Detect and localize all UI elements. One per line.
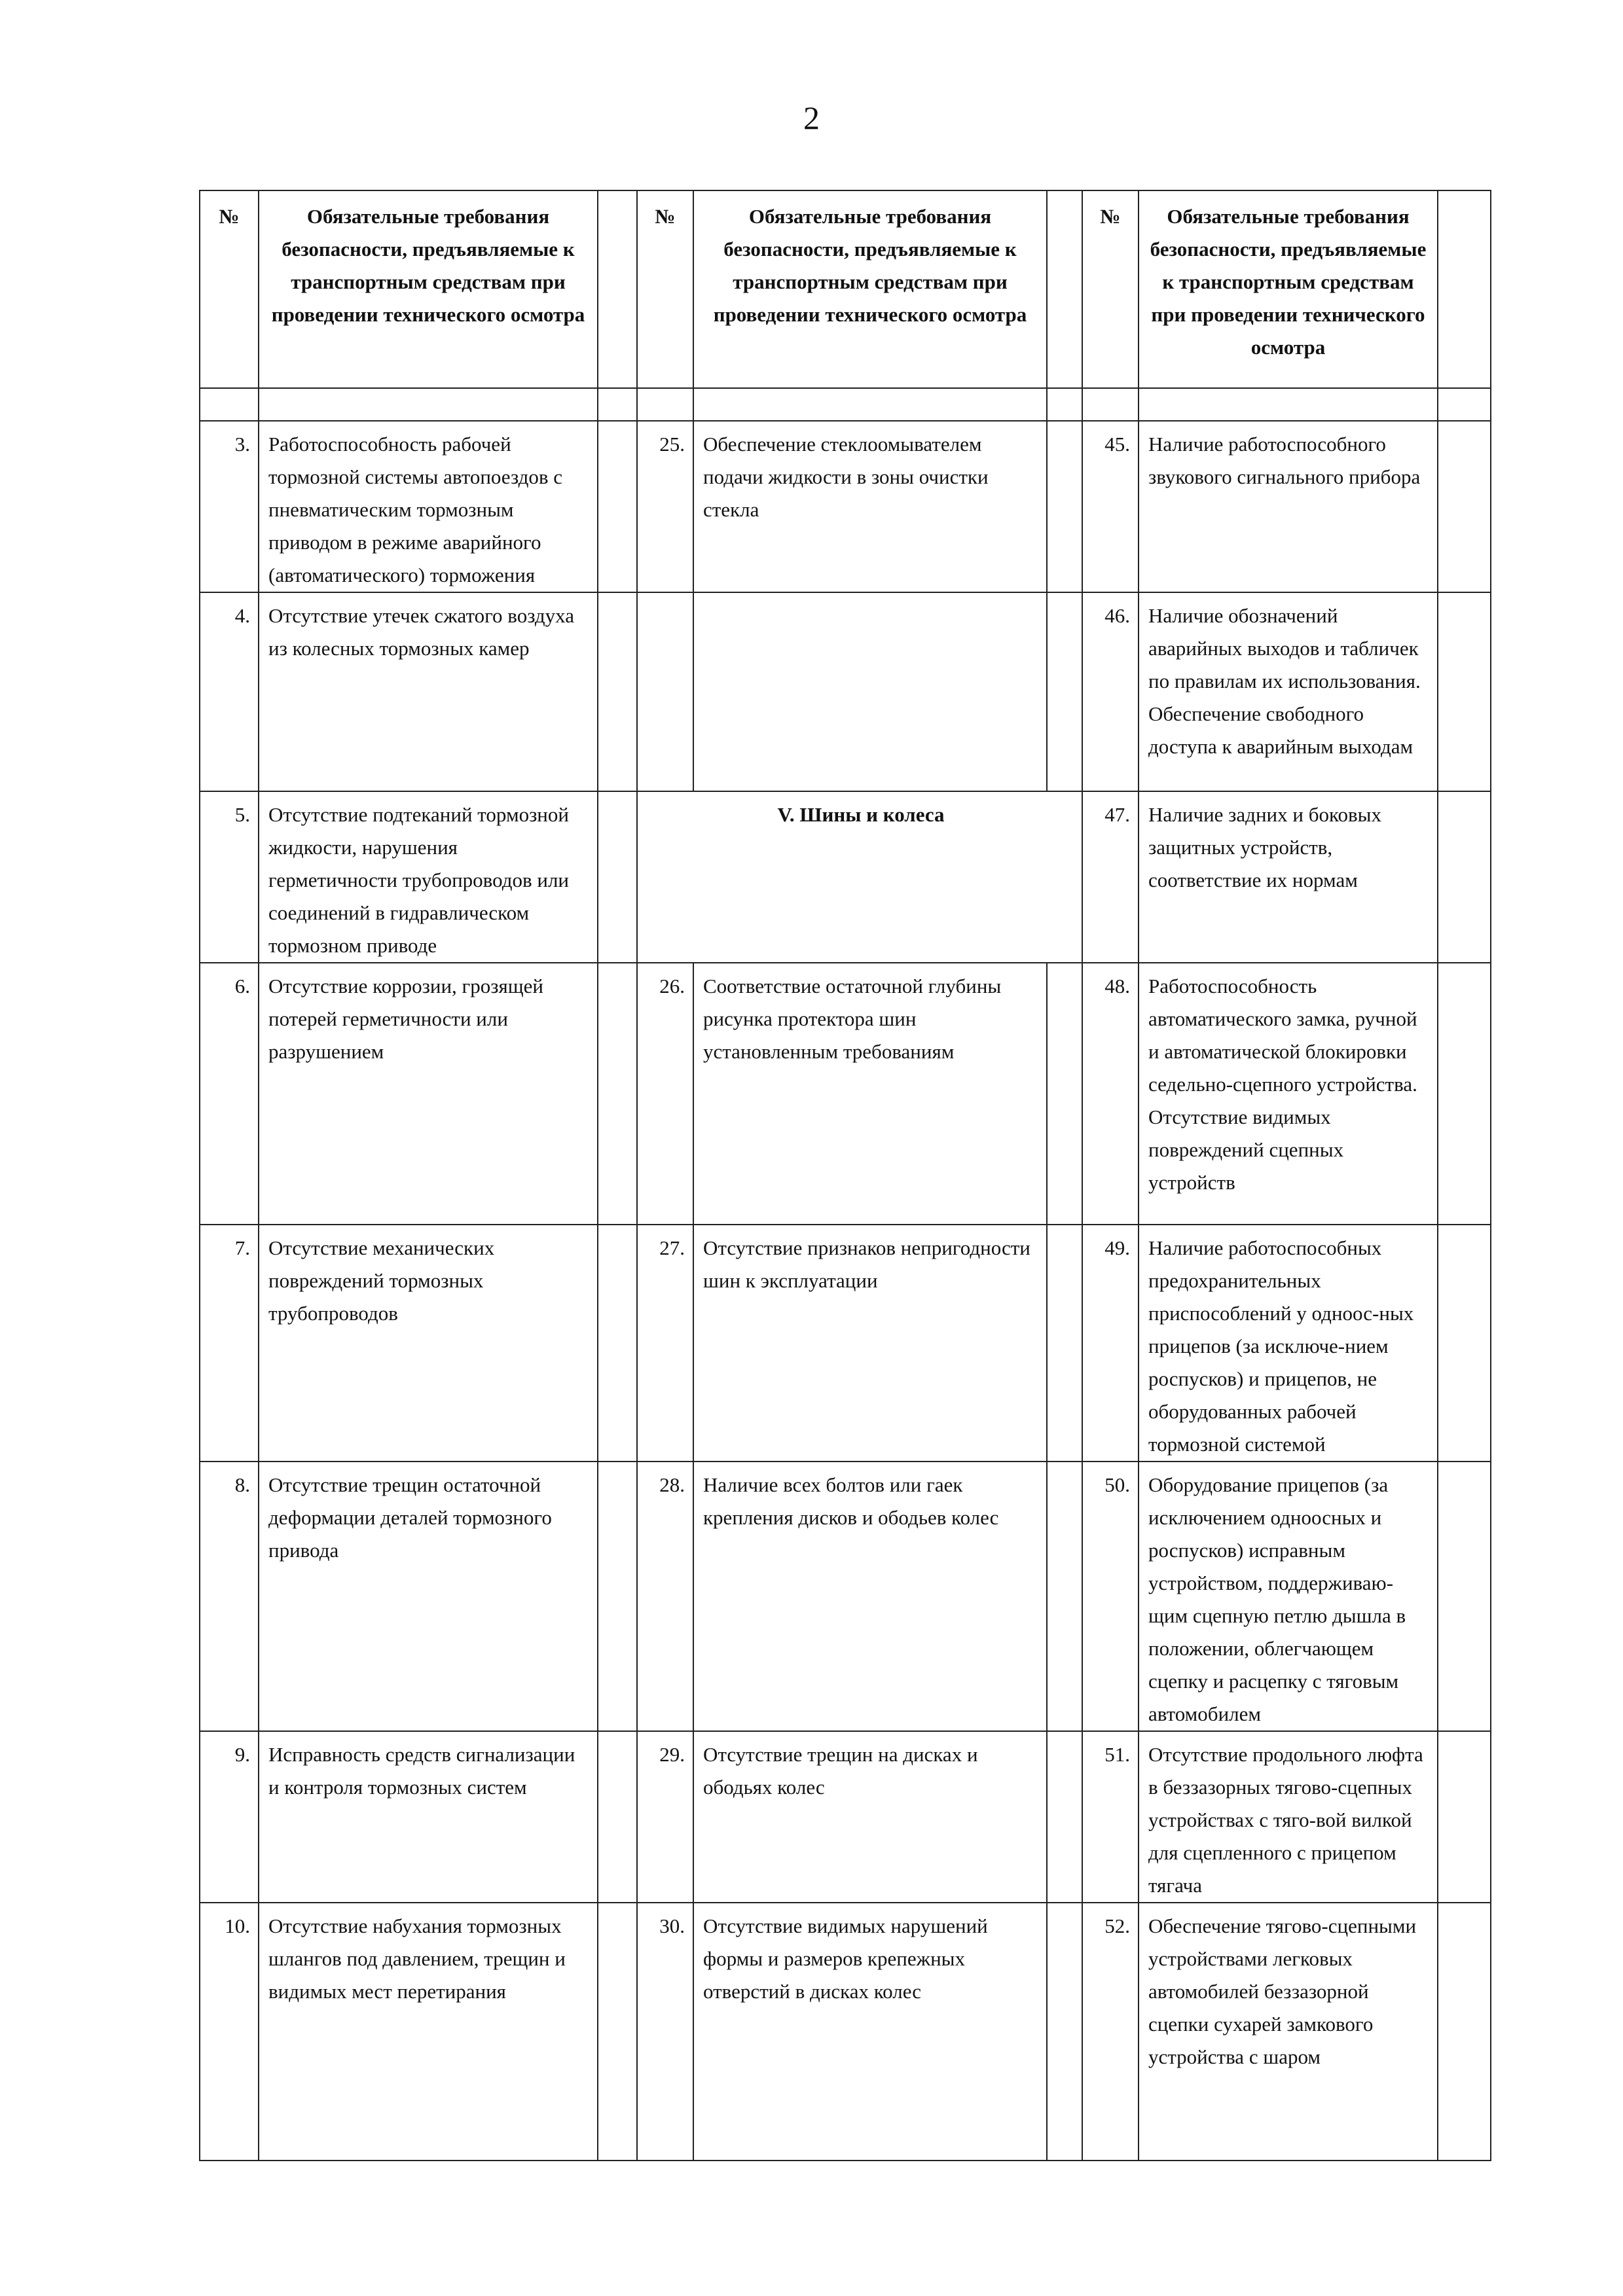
blank-cell: [1438, 190, 1491, 388]
item-number: 6.: [200, 963, 259, 1225]
blank-cell: [598, 190, 637, 388]
item-text: Отсутствие продольного люфта в беззазорных тягово-сцепных устройствах с тяго-вой вилкой для сцепленного с прицепом тягача: [1139, 1731, 1438, 1903]
item-number: 30.: [637, 1903, 693, 2161]
item-number: 28.: [637, 1462, 693, 1731]
header-row: [200, 190, 1491, 388]
item-text: Отсутствие трещин на дисках и ободьях колес: [693, 1731, 1047, 1903]
section-title-wheels-tires: V. Шины и колеса: [637, 791, 1082, 963]
item-text: Отсутствие механических повреждений тормозных трубопроводов: [259, 1225, 598, 1462]
blank-cell: [1047, 190, 1082, 388]
item-text: Отсутствие набухания тормозных шлангов под давлением, трещин и видимых мест перетирания: [259, 1903, 598, 2161]
header-num-1: №: [200, 190, 259, 388]
item-text: Соответствие остаточной глубины рисунка протектора шин установленным требованиям: [693, 963, 1047, 1225]
table-row: [200, 1903, 1491, 2161]
table-row: [200, 791, 1491, 963]
item-number: 7.: [200, 1225, 259, 1462]
item-text: Отсутствие признаков непригодности шин к эксплуатации: [693, 1225, 1047, 1462]
header-num-2: №: [637, 190, 693, 388]
requirements-table: [199, 190, 1491, 2161]
item-number: 27.: [637, 1225, 693, 1462]
item-number: 45.: [1082, 421, 1139, 592]
item-text: Наличие всех болтов или гаек крепления дисков и ободьев колес: [693, 1462, 1047, 1731]
table-row: [200, 421, 1491, 592]
item-number: 48.: [1082, 963, 1139, 1225]
table-row: [200, 592, 1491, 791]
page-number: 2: [803, 99, 820, 136]
table-row: [200, 1462, 1491, 1731]
item-number: 51.: [1082, 1731, 1139, 1903]
item-number: [637, 592, 693, 791]
item-text: Наличие задних и боковых защитных устройств, соответствие их нормам: [1139, 791, 1438, 963]
item-text: Отсутствие утечек сжатого воздуха из колесных тормозных камер: [259, 592, 598, 791]
item-text: Отсутствие коррозии, грозящей потерей герметичности или разрушением: [259, 963, 598, 1225]
item-text: [693, 592, 1047, 791]
item-text: Исправность средств сигнализации и контроля тормозных систем: [259, 1731, 598, 1903]
item-number: 3.: [200, 421, 259, 592]
table-row: [200, 1225, 1491, 1462]
item-number: 4.: [200, 592, 259, 791]
header-num-3: №: [1082, 190, 1139, 388]
item-number: 10.: [200, 1903, 259, 2161]
item-text: Работоспособность рабочей тормозной системы автопоездов с пневматическим тормозным приводом в режиме аварийного (автоматического) торможения: [259, 421, 598, 592]
item-text: Оборудование прицепов (за исключением одноосных и роспусков) исправным устройством, поддерживаю-щим сцепную петлю дышла в положении, облегчающем сцепку и расцепку с тяговым автомобилем: [1139, 1462, 1438, 1731]
table-row: [200, 1731, 1491, 1903]
header-requirements-3: Обязательные требования безопасности, предъявляемые к транспортным средствам при проведении технического осмотра: [1139, 190, 1438, 388]
item-number: 5.: [200, 791, 259, 963]
item-number: 29.: [637, 1731, 693, 1903]
item-number: 50.: [1082, 1462, 1139, 1731]
item-number: 47.: [1082, 791, 1139, 963]
spacer-row: [200, 388, 1491, 421]
item-number: 52.: [1082, 1903, 1139, 2161]
item-text: Обеспечение стеклоомывателем подачи жидкости в зоны очистки стекла: [693, 421, 1047, 592]
item-text: Отсутствие трещин остаточной деформации деталей тормозного привода: [259, 1462, 598, 1731]
item-text: Наличие работоспособного звукового сигнального прибора: [1139, 421, 1438, 592]
item-text: Отсутствие видимых нарушений формы и размеров крепежных отверстий в дисках колес: [693, 1903, 1047, 2161]
item-number: 9.: [200, 1731, 259, 1903]
item-text: Наличие работоспособных предохранительных приспособлений у одноос-ных прицепов (за исключе-нием роспусков) и прицепов, не оборудованных рабочей тормозной системой: [1139, 1225, 1438, 1462]
item-text: Наличие обозначений аварийных выходов и табличек по правилам их использования. Обеспечение свободного доступа к аварийным выходам: [1139, 592, 1438, 791]
item-text: Отсутствие подтеканий тормозной жидкости, нарушения герметичности трубопроводов или соединений в гидравлическом тормозном приводе: [259, 791, 598, 963]
item-number: 8.: [200, 1462, 259, 1731]
header-requirements-1: Обязательные требования безопасности, предъявляемые к транспортным средствам при проведении технического осмотра: [259, 190, 598, 388]
item-number: 26.: [637, 963, 693, 1225]
header-requirements-2: Обязательные требования безопасности, предъявляемые к транспортным средствам при проведении технического осмотра: [693, 190, 1047, 388]
item-number: 46.: [1082, 592, 1139, 791]
item-number: 25.: [637, 421, 693, 592]
item-text: Обеспечение тягово-сцепными устройствами легковых автомобилей беззазорной сцепки сухарей замкового устройства с шаром: [1139, 1903, 1438, 2161]
item-text: Работоспособность автоматического замка, ручной и автоматической блокировки седельно-сцепного устройства. Отсутствие видимых повреждений сцепных устройств: [1139, 963, 1438, 1225]
item-number: 49.: [1082, 1225, 1139, 1462]
table-row: [200, 963, 1491, 1225]
